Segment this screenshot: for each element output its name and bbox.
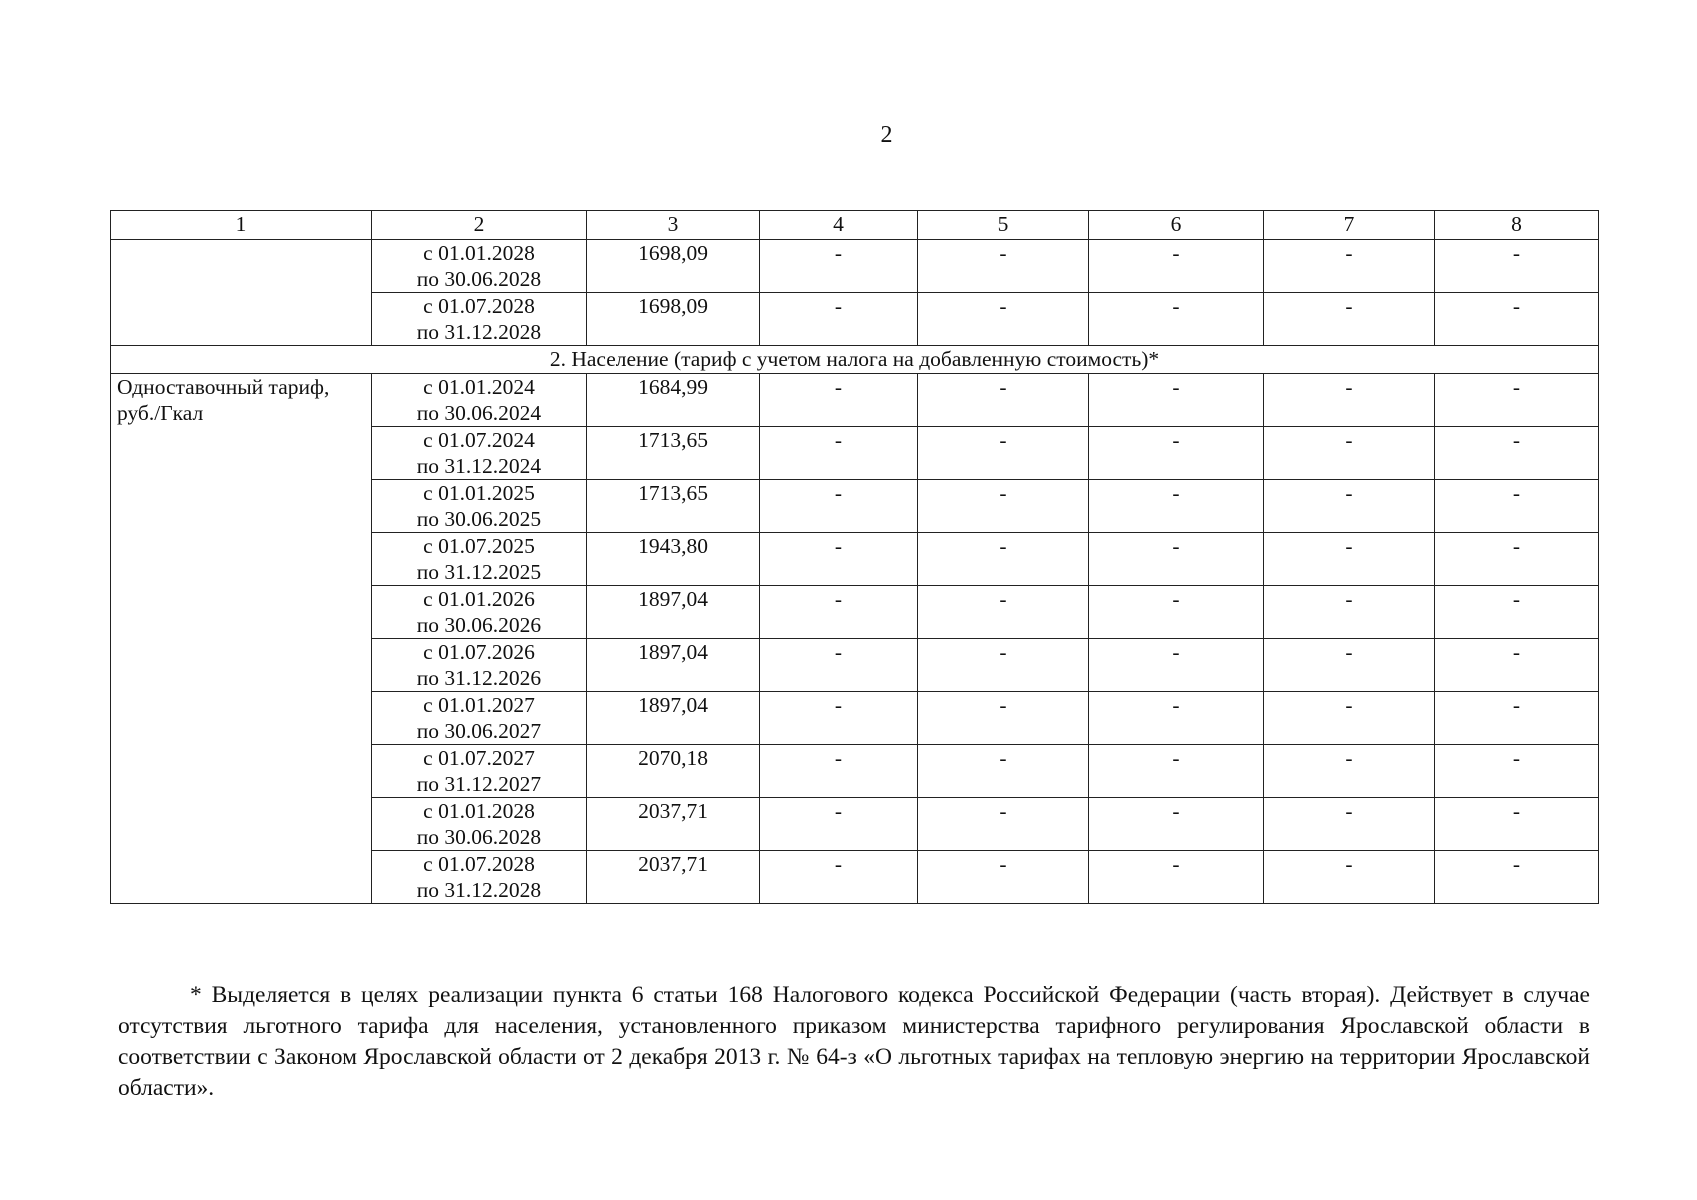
empty-value-dash: - [1089, 639, 1264, 692]
period-cell [372, 851, 587, 904]
table-body [111, 211, 1599, 904]
empty-value-dash: - [1435, 374, 1599, 427]
period-to: по 30.06.2024 [416, 401, 542, 425]
tariff-value: 1713,65 [587, 480, 760, 533]
page-number: 2 [880, 122, 893, 148]
period-from: с 01.01.2028 [423, 799, 535, 823]
period-to: по 31.12.2024 [416, 454, 542, 478]
empty-value-dash: - [1264, 374, 1435, 427]
column-number-header: 1 [111, 211, 372, 240]
period-from: с 01.01.2028 [423, 241, 535, 265]
period-cell [372, 240, 587, 293]
period-to: по 31.12.2025 [416, 560, 542, 584]
period-from: с 01.07.2026 [423, 640, 535, 664]
empty-value-dash: - [760, 240, 918, 293]
column-number-header: 6 [1089, 211, 1264, 240]
empty-value-dash: - [1089, 586, 1264, 639]
tariff-value: 2070,18 [587, 745, 760, 798]
period-cell [372, 798, 587, 851]
empty-value-dash: - [1435, 586, 1599, 639]
empty-value-dash: - [760, 480, 918, 533]
empty-value-dash: - [1435, 480, 1599, 533]
period-cell [372, 586, 587, 639]
period-from: с 01.01.2024 [423, 375, 535, 399]
empty-value-dash: - [1089, 851, 1264, 904]
empty-value-dash: - [760, 745, 918, 798]
period-from: с 01.07.2025 [423, 534, 535, 558]
empty-value-dash: - [1435, 851, 1599, 904]
period-cell [372, 374, 587, 427]
tariff-value: 2037,71 [587, 851, 760, 904]
empty-value-dash: - [760, 374, 918, 427]
empty-value-dash: - [918, 480, 1089, 533]
empty-value-dash: - [918, 293, 1089, 346]
empty-value-dash: - [1435, 692, 1599, 745]
tariff-type-cell: Одноставочный тариф, руб./Гкал [111, 374, 372, 904]
empty-value-dash: - [760, 427, 918, 480]
period-cell [372, 639, 587, 692]
empty-value-dash: - [1435, 240, 1599, 293]
period-to: по 31.12.2028 [416, 878, 542, 902]
empty-value-dash: - [760, 293, 918, 346]
table-row [111, 240, 1599, 293]
empty-value-dash: - [918, 692, 1089, 745]
period-from: с 01.07.2028 [423, 294, 535, 318]
empty-value-dash: - [918, 851, 1089, 904]
section-title: 2. Население (тариф с учетом налога на добавленную стоимость)* [111, 346, 1599, 374]
empty-value-dash: - [1435, 798, 1599, 851]
empty-value-dash: - [1089, 745, 1264, 798]
empty-value-dash: - [1089, 798, 1264, 851]
column-number-header: 2 [372, 211, 587, 240]
period-to: по 31.12.2027 [416, 772, 542, 796]
period-cell [372, 745, 587, 798]
empty-value-dash: - [760, 692, 918, 745]
empty-value-dash: - [918, 586, 1089, 639]
empty-value-dash: - [760, 851, 918, 904]
tariff-value: 1897,04 [587, 692, 760, 745]
empty-value-dash: - [1264, 480, 1435, 533]
tariff-value: 1698,09 [587, 293, 760, 346]
period-to: по 31.12.2028 [416, 320, 542, 344]
period-to: по 30.06.2026 [416, 613, 542, 637]
empty-value-dash: - [918, 240, 1089, 293]
empty-value-dash: - [1264, 533, 1435, 586]
empty-value-dash: - [1089, 293, 1264, 346]
empty-value-dash: - [918, 639, 1089, 692]
tariff-value: 2037,71 [587, 798, 760, 851]
empty-value-dash: - [1264, 745, 1435, 798]
tariff-value: 1713,65 [587, 427, 760, 480]
empty-value-dash: - [1264, 427, 1435, 480]
empty-value-dash: - [1435, 293, 1599, 346]
period-from: с 01.07.2027 [423, 746, 535, 770]
column-number-header: 3 [587, 211, 760, 240]
empty-value-dash: - [1435, 745, 1599, 798]
tariff-value: 1943,80 [587, 533, 760, 586]
period-cell [372, 293, 587, 346]
period-from: с 01.07.2028 [423, 852, 535, 876]
section-title-row [111, 346, 1599, 374]
empty-value-dash: - [760, 586, 918, 639]
empty-value-dash: - [1264, 639, 1435, 692]
tariff-value: 1698,09 [587, 240, 760, 293]
empty-value-dash: - [760, 798, 918, 851]
column-number-header: 8 [1435, 211, 1599, 240]
empty-value-dash: - [918, 745, 1089, 798]
period-to: по 30.06.2025 [416, 507, 542, 531]
empty-value-dash: - [1264, 586, 1435, 639]
empty-value-dash: - [1089, 374, 1264, 427]
empty-value-dash: - [1264, 240, 1435, 293]
period-cell [372, 427, 587, 480]
empty-value-dash: - [1264, 798, 1435, 851]
empty-value-dash: - [918, 374, 1089, 427]
empty-value-dash: - [1089, 240, 1264, 293]
tariff-value: 1684,99 [587, 374, 760, 427]
period-from: с 01.07.2024 [423, 428, 535, 452]
tariff-value: 1897,04 [587, 586, 760, 639]
table-row [111, 374, 1599, 427]
empty-value-dash: - [760, 639, 918, 692]
tariff-table [110, 210, 1599, 904]
empty-value-dash: - [1089, 480, 1264, 533]
column-number-header: 5 [918, 211, 1089, 240]
empty-value-dash: - [918, 798, 1089, 851]
period-to: по 30.06.2028 [416, 825, 542, 849]
empty-value-dash: - [918, 427, 1089, 480]
empty-value-dash: - [1264, 293, 1435, 346]
period-to: по 30.06.2028 [416, 267, 542, 291]
period-to: по 30.06.2027 [416, 719, 542, 743]
empty-value-dash: - [1089, 427, 1264, 480]
tariff-value: 1897,04 [587, 639, 760, 692]
period-cell [372, 692, 587, 745]
period-cell [372, 533, 587, 586]
period-cell [372, 480, 587, 533]
period-from: с 01.01.2027 [423, 693, 535, 717]
empty-value-dash: - [1435, 533, 1599, 586]
tariff-type-cell-continued [111, 240, 372, 346]
empty-value-dash: - [1089, 692, 1264, 745]
empty-value-dash: - [1264, 851, 1435, 904]
empty-value-dash: - [1089, 533, 1264, 586]
column-number-header: 4 [760, 211, 918, 240]
empty-value-dash: - [760, 533, 918, 586]
period-from: с 01.01.2026 [423, 587, 535, 611]
empty-value-dash: - [918, 533, 1089, 586]
empty-value-dash: - [1435, 639, 1599, 692]
table-header-row [111, 211, 1599, 240]
empty-value-dash: - [1435, 427, 1599, 480]
empty-value-dash: - [1264, 692, 1435, 745]
period-from: с 01.01.2025 [423, 481, 535, 505]
column-number-header: 7 [1264, 211, 1435, 240]
period-to: по 31.12.2026 [416, 666, 542, 690]
footnote: * Выделяется в целях реализации пункта 6 статьи 168 Налогового кодекса Российской Федерации (часть вторая). Действует в случае отсутствия льготного тарифа для населения, установленного приказом министерства тарифного регулирования Ярославской области в соответствии с Законом Ярославской области от 2 декабря 2013 г. № 64-з «О льготных тарифах на тепловую энергию на территории Ярославской области». [118, 982, 1590, 1101]
